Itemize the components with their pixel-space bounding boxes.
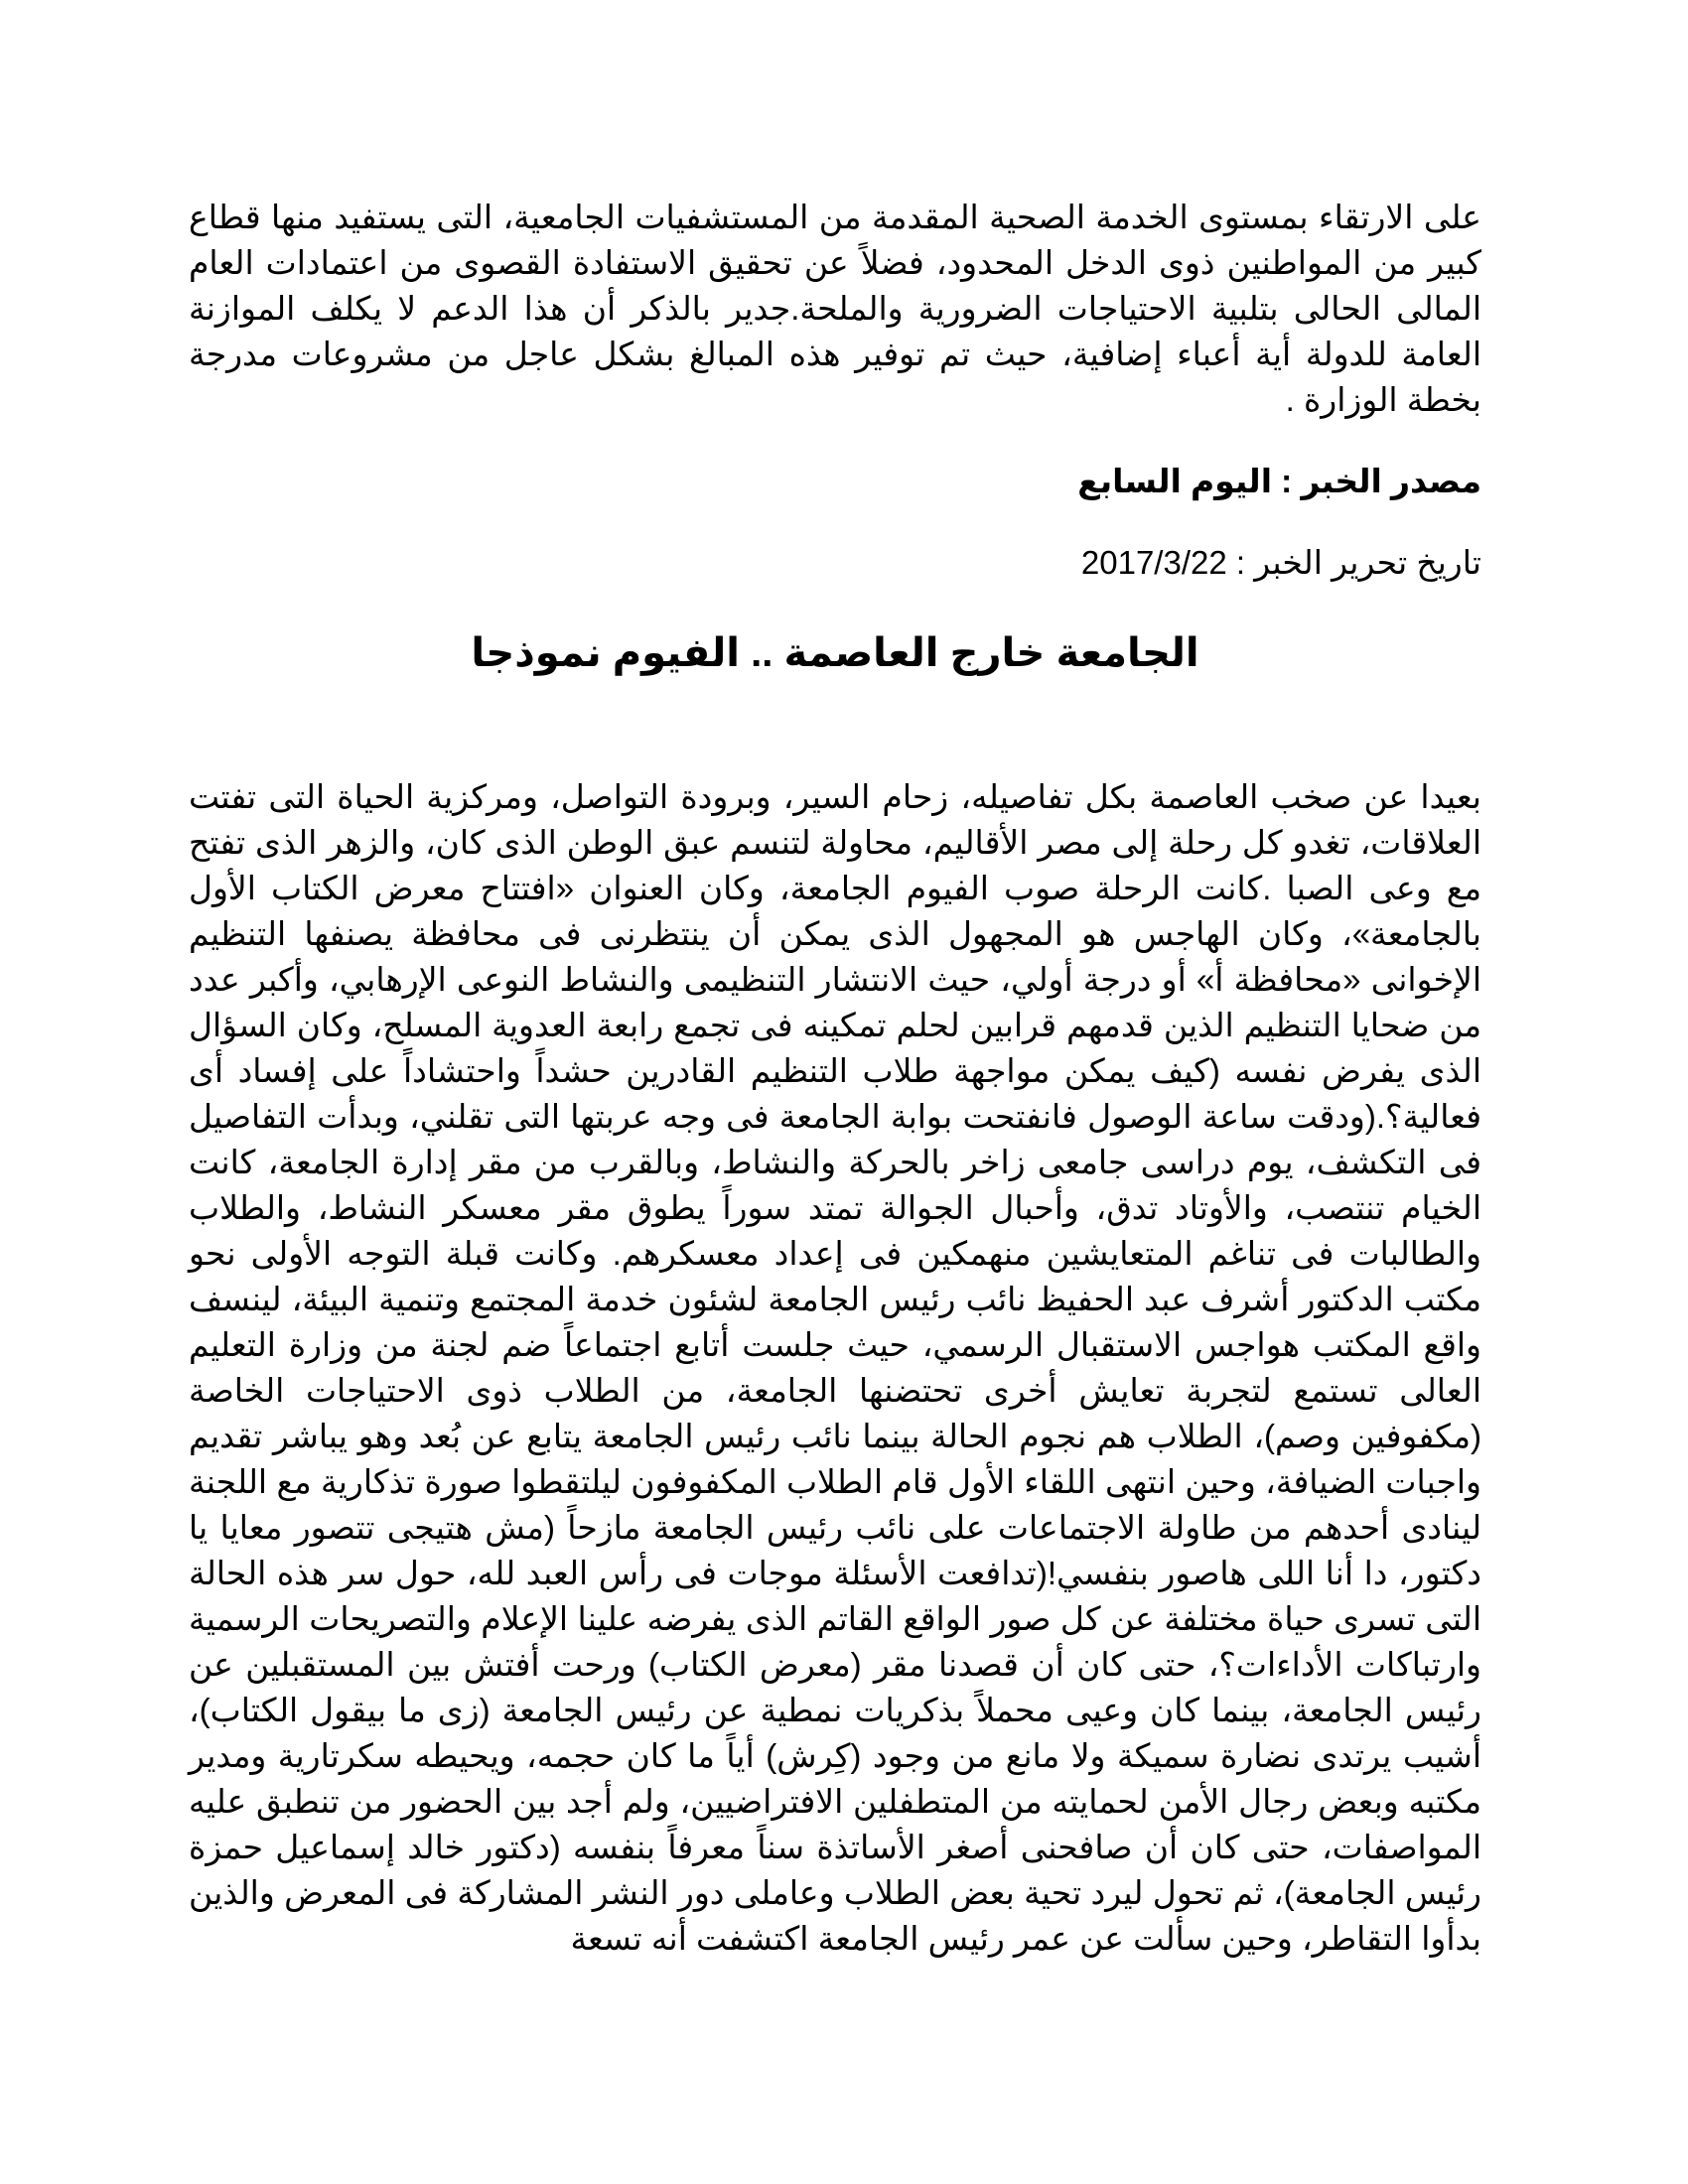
news-source-line: مصدر الخبر : اليوم السابع [1077, 463, 1481, 499]
news-date-line: تاريخ تحرير الخبر : 2017/3/22 [1080, 544, 1481, 581]
document-content [189, 195, 1481, 1962]
article-body-paragraph: بعيدا عن صخب العاصمة بكل تفاصيله، زحام السير، وبرودة التواصل، ومركزية الحياة التى تفتت العلاقات، تغدو كل رحلة إلى مصر الأقاليم، محاولة لتنسم عبق الوطن الذى كان، والزهر الذى تفتح مع وعى الصبا .كانت الرحلة صوب الفيوم الجامعة، وكان العنوان «افتتاح معرض الكتاب الأول بالجامعة»، وكان الهاجس هو المجهول الذى يمكن أن ينتظرنى فى محافظة يصنفها التنظيم الإخوانى «محافظة أ» أو درجة أولي، حيث الانتشار التنظيمى والنشاط النوعى الإرهابي، وأكبر عدد من ضحايا التنظيم الذين قدمهم قرابين لحلم تمكينه فى تجمع رابعة العدوية المسلح، وكان السؤال الذى يفرض نفسه (كيف يمكن مواجهة طلاب التنظيم القادرين حشداً واحتشاداً على إفساد أى فعالية؟.(ودقت ساعة الوصول فانفتحت بوابة الجامعة فى وجه عربتها التى تقلني، وبدأت التفاصيل فى التكشف، يوم دراسى جامعى زاخر بالحركة والنشاط، وبالقرب من مقر إدارة الجامعة، كانت الخيام تنتصب، والأوتاد تدق، وأحبال الجوالة تمتد سوراً يطوق مقر معسكر النشاط، والطلاب والطالبات فى تناغم المتعايشين منهمكين فى إعداد معسكرهم. وكانت قبلة التوجه الأولى نحو مكتب الدكتور أشرف عبد الحفيظ نائب رئيس الجامعة لشئون خدمة المجتمع وتنمية البيئة، لينسف واقع المكتب هواجس الاستقبال الرسمي، حيث جلست أتابع اجتماعاً ضم لجنة من وزارة التعليم العالى تستمع لتجربة تعايش أخرى تحتضنها الجامعة، من الطلاب ذوى الاحتياجات الخاصة (مكفوفين وصم)، الطلاب هم نجوم الحالة بينما نائب رئيس الجامعة يتابع عن بُعد وهو يباشر تقديم واجبات الضيافة، وحين انتهى اللقاء الأول قام الطلاب المكفوفون ليلتقطوا صورة تذكارية مع اللجنة لينادى أحدهم من طاولة الاجتماعات على نائب رئيس الجامعة مازحاً (مش هتيجى تتصور معايا يا دكتور، دا أنا اللى هاصور بنفسي!(تدافعت الأسئلة موجات فى رأس العبد لله، حول سر هذه الحالة التى تسرى حياة مختلفة عن كل صور الواقع القاتم الذى يفرضه علينا الإعلام والتصريحات الرسمية وارتباكات الأداءات؟، حتى كان أن قصدنا مقر (معرض الكتاب) ورحت أفتش بين المستقبلين عن رئيس الجامعة، بينما كان وعيى محملاً بذكريات نمطية عن رئيس الجامعة (زى ما بيقول الكتاب)، أشيب يرتدى نضارة سميكة ولا مانع من وجود (كِرش) أياً ما كان حجمه، ويحيطه سكرتارية ومدير مكتبه وبعض رجال الأمن لحمايته من المتطفلين الافتراضيين، ولم أجد بين الحضور من تنطبق عليه المواصفات، حتى كان أن صافحنى أصغر الأساتذة سناً معرفاً بنفسه (دكتور خالد إسماعيل حمزة رئيس الجامعة)، ثم تحول ليرد تحية بعض الطلاب وعاملى دور النشر المشاركة فى المعرض والذين بدأوا التقاطر، وحين سألت عن عمر رئيس الجامعة اكتشفت أنه تسعة [189, 778, 1481, 1957]
article-headline: الجامعة خارج العاصمة .. الفيوم نموذجا [471, 631, 1199, 675]
intro-paragraph: على الارتقاء بمستوى الخدمة الصحية المقدمة من المستشفيات الجامعية، التى يستفيد منها قطاع كبير من المواطنين ذوى الدخل المحدود، فضلاً عن تحقيق الاستفادة القصوى من اعتمادات العام المالى الحالى بتلبية الاحتياجات الضرورية والملحة.جدير بالذكر أن هذا الدعم لا يكلف الموازنة العامة للدولة أية أعباء إضافية، حيث تم توفير هذه المبالغ بشكل عاجل من مشروعات مدرجة بخطة الوزارة . [189, 199, 1481, 418]
